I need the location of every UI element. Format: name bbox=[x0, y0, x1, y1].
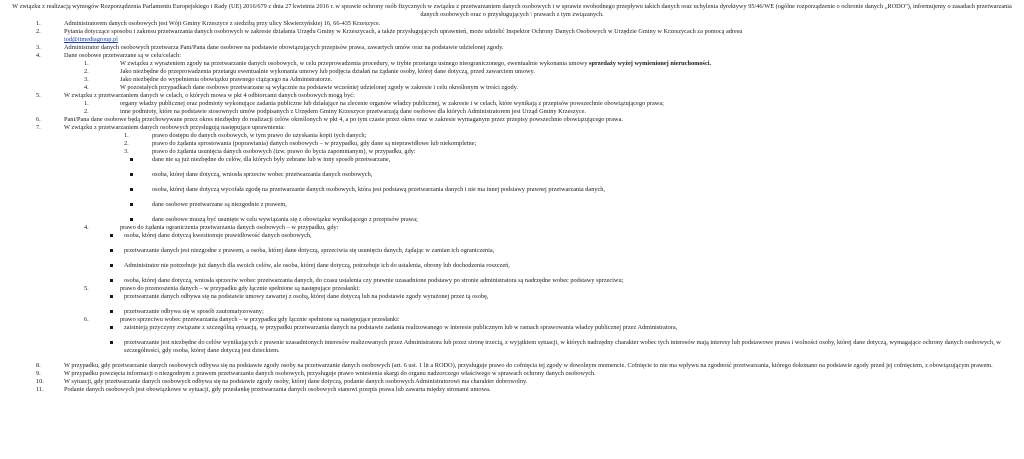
bullet-item bbox=[0, 324, 1024, 339]
bullet-text: osoba, której dane dotyczą, wniosła sprzeciw wobec przetwarzania danych, do czasu ustalenia czy prawnie uzasadnione podstawy po stronie administratora są nadrzędne wobec podstawy sprzeciwu; bbox=[124, 277, 624, 284]
bullet-text: przetwarzanie odbywa się w sposób zautomatyzowany; bbox=[124, 308, 264, 315]
sub-item-text bbox=[120, 60, 1014, 68]
right-item-number: 2. bbox=[124, 140, 129, 147]
item-text bbox=[64, 28, 1014, 44]
item-number: 7. bbox=[36, 124, 41, 131]
list-item bbox=[0, 52, 1024, 60]
item-text: Administrator danych osobowych przetwarza Pani/Pana dane osobowe na podstawie obowiązujących przepisów prawa, zawartych umów oraz na podstawie udzielonej zgody. bbox=[64, 44, 504, 51]
sub-list-item bbox=[0, 84, 1024, 92]
right-item-text: prawo do żądania sprostowania (poprawiania) danych osobowych – w przypadku, gdy dane są nieprawidłowe lub niekompletne; bbox=[152, 140, 477, 147]
bullet-text: osoba, której dane dotyczą wycofała zgodę na przetwarzanie danych osobowych, która jest podstawą przetwarzania danych i nie ma innej podstawy prawnej przetwarzania danych, bbox=[152, 186, 606, 193]
list-item bbox=[0, 44, 1024, 52]
iod-email-link[interactable]: iod@itmediagroup.pl bbox=[64, 36, 118, 43]
item-text: Pani/Pana dane osobowe będą przechowywane przez okres niezbędny do realizacji celów określonych w pkt 4, a po tym czasie przez okres oraz w zakresie wymaganym przez przepisy powszechnie obowiązującego prawa. bbox=[64, 116, 623, 123]
bullet-item bbox=[0, 232, 1024, 247]
item-number: 2. bbox=[36, 28, 41, 35]
right-item-text: prawo do przenoszenia danych – w przypadku gdy łącznie spełnione są następujące przesłanki: bbox=[120, 285, 360, 292]
sub-list-item bbox=[0, 100, 1024, 108]
item-text: W związku z przetwarzaniem danych osobowych przysługują następujące uprawnienia: bbox=[64, 124, 285, 131]
list-item bbox=[0, 116, 1024, 124]
item-text: Dane osobowe przetwarzane są w celu/celach: bbox=[64, 52, 181, 59]
bullet-text: osoba, której dane dotyczą, wniosła sprzeciw wobec przetwarzania danych osobowych, bbox=[152, 171, 373, 178]
sub-item-number: 4. bbox=[84, 84, 89, 91]
sub-item-text: W pozostałych przypadkach dane osobowe przetwarzane są wyłącznie na podstawie wcześniej udzielonej zgody w zakresie i celu określonym w treści zgody. bbox=[120, 84, 518, 91]
bullet-square-icon bbox=[130, 173, 133, 176]
bullet-item bbox=[0, 262, 1024, 277]
bullet-item bbox=[0, 277, 1024, 285]
item-text: W przypadku, gdy przetwarzanie danych osobowych odbywa się na podstawie zgody osoby na przetwarzanie danych osobowych (art. 6 ust. 1 lit a RODO), przysługuje prawo do cofnięcia tej zgody w dowolnym momencie. Cofnięcie to nie ma wpływu na zgodność przetwarzania, którego dokonano na podstawie zgody przed jej cofnięciem, z obowiązującym prawem. bbox=[64, 362, 993, 369]
bullet-item bbox=[0, 201, 1024, 216]
bullet-text: dane osobowe przetwarzane są niezgodnie z prawem, bbox=[152, 201, 287, 208]
bullet-text: dane nie są już niezbędne do celów, dla których były zebrane lub w inny sposób przetwarzane, bbox=[152, 156, 391, 163]
bullet-square-icon bbox=[110, 249, 113, 252]
right-item bbox=[0, 132, 1024, 140]
right-item-text: prawo sprzeciwu wobec przetwarzania danych – w przypadku gdy łącznie spełnione są następujące przesłanki: bbox=[120, 316, 400, 323]
item-number: 9. bbox=[36, 370, 41, 377]
sub-item-text: Jako niezbędne do przeprowadzenia przetargu ewentualnie wykonania umowy lub podjęcia działań na żądanie osoby, której dane dotyczą, przed zawarciem umowy. bbox=[120, 68, 535, 75]
bullet-square-icon bbox=[110, 341, 113, 344]
sub-list-item bbox=[0, 68, 1024, 76]
list-item bbox=[0, 386, 1024, 394]
bullet-item bbox=[0, 156, 1024, 171]
bullet-text: przetwarzanie jest niezbędne do celów wynikających z prawnie uzasadnionych interesów realizowanych przez Administratora lub przez stronę trzecią, z wyjątkiem sytuacji, w których nadrzędny charakter wobec tych interesów mają interesy lub podstawowe prawa i wolności osoby, której dane dotyczą, wymagające ochrony danych osobowych, w szczególności, gdy osoba, której dane dotyczą jest dzieckiem. bbox=[124, 339, 1001, 354]
item-text: Administratorem danych osobowych jest Wójt Gminy Krzeszyce z siedzibą przy ulicy Skwierzyńskiej 16, 66-435 Krzeszyce. bbox=[64, 20, 381, 27]
item-number: 1. bbox=[36, 20, 41, 27]
right-item-number: 1. bbox=[124, 132, 129, 139]
bullet-text: osoba, której dane dotyczą kwestionuje prawidłowość danych osobowych, bbox=[124, 232, 312, 239]
sub-item-text: Jako niezbędne do wypełnienia obowiązku prawnego ciążącego na Administratorze. bbox=[120, 76, 333, 83]
sub-list-item bbox=[0, 76, 1024, 84]
item-number: 4. bbox=[36, 52, 41, 59]
sub-item-number: 2. bbox=[84, 108, 89, 115]
item-number: 11. bbox=[36, 386, 44, 393]
item-number: 5. bbox=[36, 92, 41, 99]
right-item bbox=[0, 285, 1024, 293]
list-item bbox=[0, 20, 1024, 28]
bullet-item bbox=[0, 216, 1024, 224]
bullet-square-icon bbox=[130, 188, 133, 191]
bullet-item bbox=[0, 308, 1024, 316]
list-item bbox=[0, 378, 1024, 386]
bullet-text: dane osobowe muszą być usunięte w celu wywiązania się z obowiązku wynikającego z przepisów prawa; bbox=[152, 216, 418, 223]
right-item-number: 4. bbox=[84, 224, 89, 231]
bullet-item bbox=[0, 293, 1024, 308]
list-item bbox=[0, 362, 1024, 370]
item-text: W przypadku powzięcia informacji o niezgodnym z prawem przetwarzaniu danych osobowych, przysługuje prawo wniesienia skargi do organu nadzorczego właściwego w sprawach ochrony danych osobowych. bbox=[64, 370, 596, 377]
bullet-square-icon bbox=[130, 218, 133, 221]
sub-item-number: 3. bbox=[84, 76, 89, 83]
bullet-square-icon bbox=[130, 158, 133, 161]
item-number: 10. bbox=[36, 378, 44, 385]
bullet-square-icon bbox=[110, 295, 113, 298]
intro-paragraph: W związku z realizacją wymogów Rozporządzenia Parlamentu Europejskiego i Rady (UE) 2016/679 z dnia 27 kwietnia 2016 r. w sprawie ochrony osób fizycznych w związku z przetwarzaniem danych osobowych i w sprawie swobodnego przepływu takich danych oraz uchylenia dyrektywy 95/46/WE (ogólne rozporządzenie o ochronie danych „RODO"), informujemy o zasadach przetwarzania danych osobowych oraz o przysługujących \ prawach z tym związanych. bbox=[12, 3, 1012, 18]
item-text: W sytuacji, gdy przetwarzanie danych osobowych odbywa się na podstawie zgody osoby, której dane dotyczą, podanie danych osobowych Administratorowi ma charakter dobrowolny. bbox=[64, 378, 528, 385]
right-item-text: prawo do żądania usunięcia danych osobowych (tzw. prawo do bycia zapomnianym), w przypadku, gdy: bbox=[152, 148, 416, 155]
bullet-text: zaistnieją przyczyny związane z szczególną sytuacją, w przypadku przetwarzania danych na podstawie zadania realizowanego w interesie publicznym lub w ramach sprawowania władzy publicznej przez Administratora, bbox=[124, 324, 678, 331]
sub-item-number: 2. bbox=[84, 68, 89, 75]
list-item bbox=[0, 28, 1024, 44]
sub-item-text: organy władzy publicznej oraz podmioty wykonujące zadania publiczne lub działające na zlecenie organów władzy publicznej, w zakresie i w celach, które wynikają z przepisów powszechnie obowiązującego prawa; bbox=[120, 100, 664, 107]
bullet-square-icon bbox=[110, 279, 113, 282]
sub-list-item bbox=[0, 108, 1024, 116]
right-item bbox=[0, 224, 1024, 232]
item-text-body: Pytania dotyczące sposobu i zakresu przetwarzania danych osobowych w zakresie działania Urzędu Gminy w Krzeszycach, a także przysługujących uprawnień, może udzielić Inspektor Ochrony Danych Osobowych w Urzędzie Gminy w Krzeszycach za pomocą adresu bbox=[64, 28, 743, 35]
sub-item-number: 1. bbox=[84, 60, 89, 67]
list-item bbox=[0, 370, 1024, 378]
right-item-number: 5. bbox=[84, 285, 89, 292]
bullet-square-icon bbox=[130, 203, 133, 206]
bullet-square-icon bbox=[110, 326, 113, 329]
bullet-item bbox=[0, 171, 1024, 186]
sub-item-bold-text: sprzedaży wyżej wymienionej nieruchomości. bbox=[589, 60, 712, 67]
bullet-item bbox=[0, 247, 1024, 262]
list-item bbox=[0, 92, 1024, 100]
item-number: 6. bbox=[36, 116, 41, 123]
bullet-square-icon bbox=[110, 264, 113, 267]
item-number: 3. bbox=[36, 44, 41, 51]
right-item-number: 3. bbox=[124, 148, 129, 155]
bullet-item bbox=[0, 186, 1024, 201]
item-text: W związku z przetwarzaniem danych w celach, o których mowa w pkt 4 odbiorcami danych osobowych mogą być: bbox=[64, 92, 355, 99]
right-item bbox=[0, 316, 1024, 324]
right-item bbox=[0, 148, 1024, 156]
sub-item-text-body: W związku z wyrażeniem zgody na przetwarzanie danych osobowych, w celu przeprowadzenia procedury, w trybie przetargu ustnego nieograniczonego, ewentualnie wykonania umowy bbox=[120, 60, 588, 67]
item-number: 8. bbox=[36, 362, 41, 369]
right-item bbox=[0, 140, 1024, 148]
sub-item-text: inne podmioty, które na podstawie stosownych umów podpisanych z Urzędem Gminy Krzeszyce przetwarzają dane osobowe dla których Administratorem jest Urząd Gminy Krzeszyce. bbox=[120, 108, 586, 115]
right-item-text: prawo do żądania ograniczenia przetwarzania danych osobowych – w przypadku, gdy: bbox=[120, 224, 339, 231]
bullet-text: przetwarzanie danych odbywa się na podstawie umowy zawartej z osobą, której dane dotyczą lub na podstawie zgody wyrażonej przez tą osobę, bbox=[124, 293, 489, 300]
right-item-text: prawo dostępu do danych osobowych, w tym prawo do uzyskania kopii tych danych; bbox=[152, 132, 367, 139]
bullet-square-icon bbox=[110, 234, 113, 237]
bullet-text: Administrator nie potrzebuje już danych dla swoich celów, ale osoba, której dane dotyczą, potrzebuje ich do ustalenia, obrony lub dochodzenia roszczeń, bbox=[124, 262, 510, 269]
sub-list-item bbox=[0, 60, 1024, 68]
right-item-number: 6. bbox=[84, 316, 89, 323]
sub-item-number: 1. bbox=[84, 100, 89, 107]
bullet-item bbox=[0, 339, 1024, 362]
item-text: Podanie danych osobowych jest obowiązkowe w sytuacji, gdy przesłankę przetwarzania danych osobowych stanowi przepis prawa lub zawarta między stronami umowa. bbox=[64, 386, 491, 393]
bullet-square-icon bbox=[110, 310, 113, 313]
bullet-text: przetwarzanie danych jest niezgodne z prawem, a osoba, której dane dotyczą, sprzeciwia się usunięciu danych, żądając w zamian ich ograniczenia, bbox=[124, 247, 495, 254]
list-item bbox=[0, 124, 1024, 132]
